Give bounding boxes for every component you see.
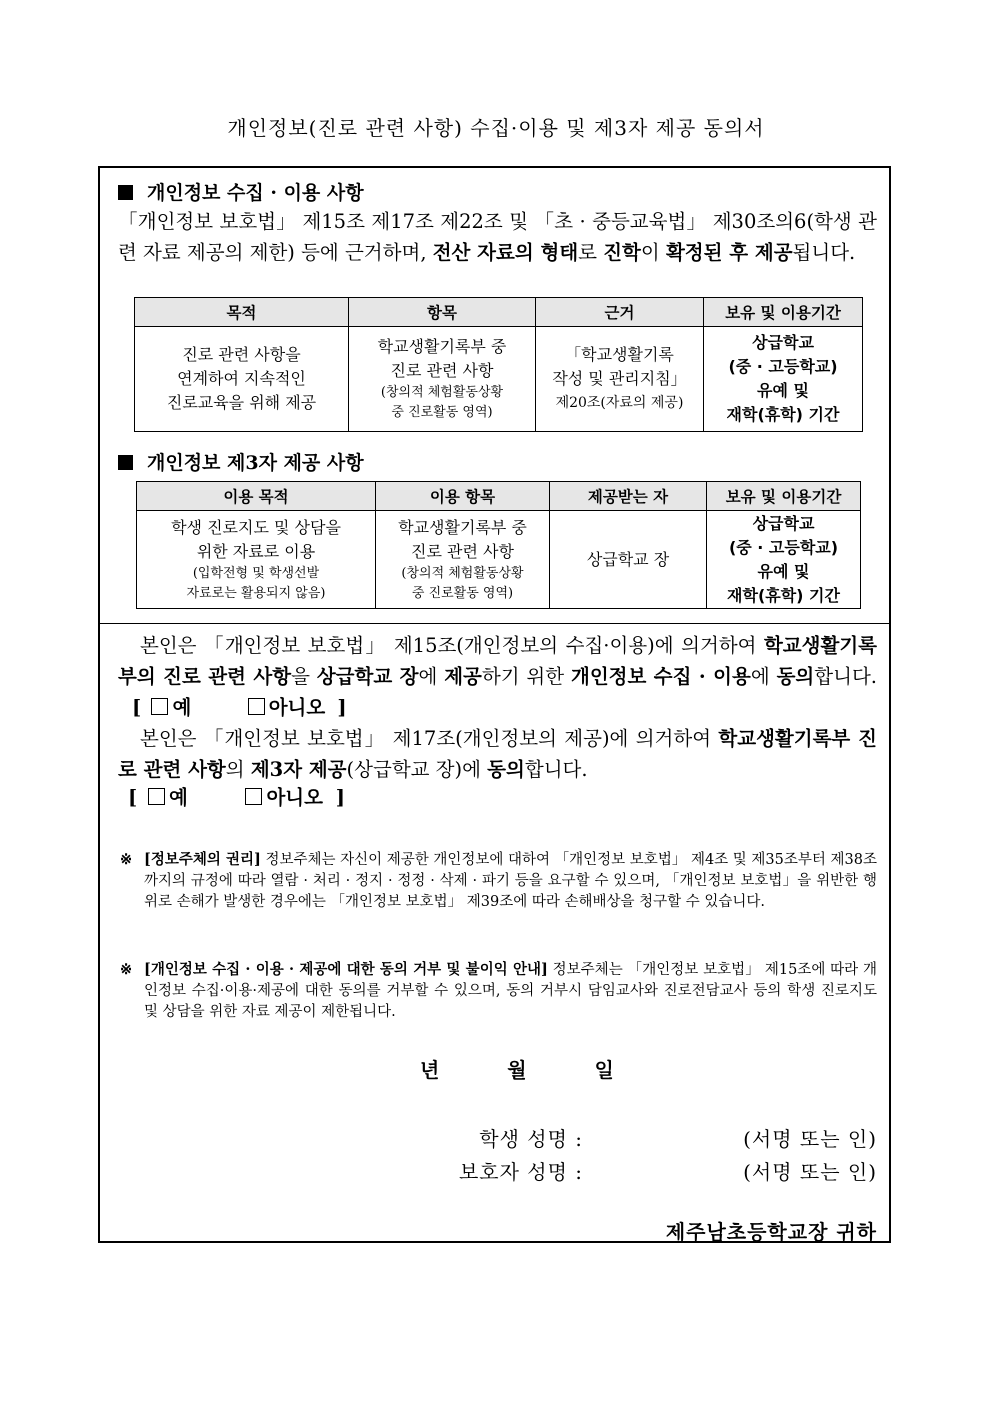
consent1-yes-label: 예 xyxy=(172,696,192,719)
column-header: 근거 xyxy=(536,298,704,327)
year-label: 년 xyxy=(420,1058,440,1082)
student-name-label: 학생 성명 : xyxy=(479,1127,583,1151)
recipient-cell: 상급학교 장 xyxy=(550,511,707,609)
column-header: 제공받는 자 xyxy=(550,482,707,511)
section2-table xyxy=(136,481,861,609)
column-header: 이용 목적 xyxy=(137,482,376,511)
student-signature-hint: (서명 또는 인) xyxy=(743,1127,877,1151)
table-row xyxy=(135,327,863,432)
purpose-cell: 진로 관련 사항을 연계하여 지속적인 진로교육을 위해 제공 xyxy=(135,327,349,432)
section1-heading: 개인정보 수집 · 이용 사항 xyxy=(118,178,364,205)
consent1-yes-checkbox[interactable] xyxy=(151,698,168,715)
table-row xyxy=(137,511,861,609)
item-cell: 학교생활기록부 중 진로 관련 사항 (창의적 체험활동상황 중 진로활동 영역) xyxy=(376,511,550,609)
day-label: 일 xyxy=(594,1058,614,1082)
date-line xyxy=(420,1054,614,1083)
purpose-cell: 학생 진로지도 및 상담을 위한 자료로 이용 (입학전형 및 학생선발 자료로는 활용되지 않음) xyxy=(137,511,376,609)
table-header-row xyxy=(135,298,863,327)
addressee: 제주남초등학교장 귀하 xyxy=(665,1220,877,1244)
section1-table xyxy=(134,297,863,432)
consent-collection-paragraph: 본인은 「개인정보 보호법」 제15조(개인정보의 수집·이용)에 의거하여 학교생활기록부의 진로 관련 사항을 상급학교 장에 제공하기 위한 개인정보 수집 · 이용에 동의합니다. [ 예 아니오 ] xyxy=(118,634,877,719)
guardian-name-label: 보호자 성명 : xyxy=(458,1160,583,1184)
section1-intro: 「개인정보 보호법」 제15조 제17조 제22조 및 「초 · 중등교육법」 제30조의6(학생 관련 자료 제공의 제한) 등에 근거하며, 전산 자료의 형태로 진학이 확정된 후 제공됩니다. xyxy=(118,210,877,264)
consent2-options: [ 예 아니오 ] xyxy=(128,786,346,809)
table-header-row xyxy=(137,482,861,511)
consent1-no-label: 아니오 xyxy=(268,696,326,719)
item-cell: 학교생활기록부 중 진로 관련 사항 (창의적 체험활동상황 중 진로활동 영역) xyxy=(349,327,536,432)
consent2-yes-label: 예 xyxy=(169,786,188,809)
consent-third-party-paragraph: 본인은 「개인정보 보호법」 제17조(개인정보의 제공)에 의거하여 학교생활기록부 진로 관련 사항의 제3자 제공(상급학교 장)에 동의합니다. xyxy=(118,727,877,781)
rights-notice: ※ [정보주체의 권리] 정보주체는 자신이 제공한 개인정보에 대하여 「개인정보 보호법」 제4조 및 제35조부터 제38조까지의 규정에 따라 열람 · 처리 · 정지 · 정정 · 삭제 · 파기 등을 요구할 수 있으며, 「개인정보 보호법」을 위반한 행위로 손해가 발생한 경우에는 「개인정보 보호법」 제39조에 따라 손해배상을 청구할 수 있습니다. xyxy=(120,851,877,910)
consent1-no-checkbox[interactable] xyxy=(248,698,265,715)
consent2-no-checkbox[interactable] xyxy=(245,788,262,805)
consent-form-frame xyxy=(98,166,891,1243)
month-label: 월 xyxy=(507,1058,527,1082)
period-cell: 상급학교 (중 · 고등학교) 유예 및 재학(휴학) 기간 xyxy=(707,511,861,609)
column-header: 보유 및 이용기간 xyxy=(707,482,861,511)
basis-cell: 「학교생활기록 작성 및 관리지침」 제20조(자료의 제공) xyxy=(536,327,704,432)
period-cell: 상급학교 (중 · 고등학교) 유예 및 재학(휴학) 기간 xyxy=(704,327,863,432)
column-header: 보유 및 이용기간 xyxy=(704,298,863,327)
document-title: 개인정보(진로 관련 사항) 수집·이용 및 제3자 제공 동의서 xyxy=(227,116,765,140)
consent2-no-label: 아니오 xyxy=(266,786,323,809)
square-bullet-icon xyxy=(118,455,133,470)
refusal-notice: ※ [개인정보 수집 · 이용 · 제공에 대한 동의 거부 및 불이익 안내] 정보주체는 「개인정보 보호법」 제15조에 따라 개인정보 수집·이용·제공에 대한 동의를 거부할 수 있으며, 동의 거부시 담임교사와 진로전담교사 등의 학생 진로지도 및 상담을 위한 자료 제공이 제한됩니다. xyxy=(120,961,877,1020)
section-divider xyxy=(100,623,889,624)
section2-heading: 개인정보 제3자 제공 사항 xyxy=(118,448,364,475)
column-header: 항목 xyxy=(349,298,536,327)
column-header: 이용 항목 xyxy=(376,482,550,511)
column-header: 목적 xyxy=(135,298,349,327)
square-bullet-icon xyxy=(118,185,133,200)
consent2-yes-checkbox[interactable] xyxy=(148,788,165,805)
guardian-signature-hint: (서명 또는 인) xyxy=(743,1160,877,1184)
